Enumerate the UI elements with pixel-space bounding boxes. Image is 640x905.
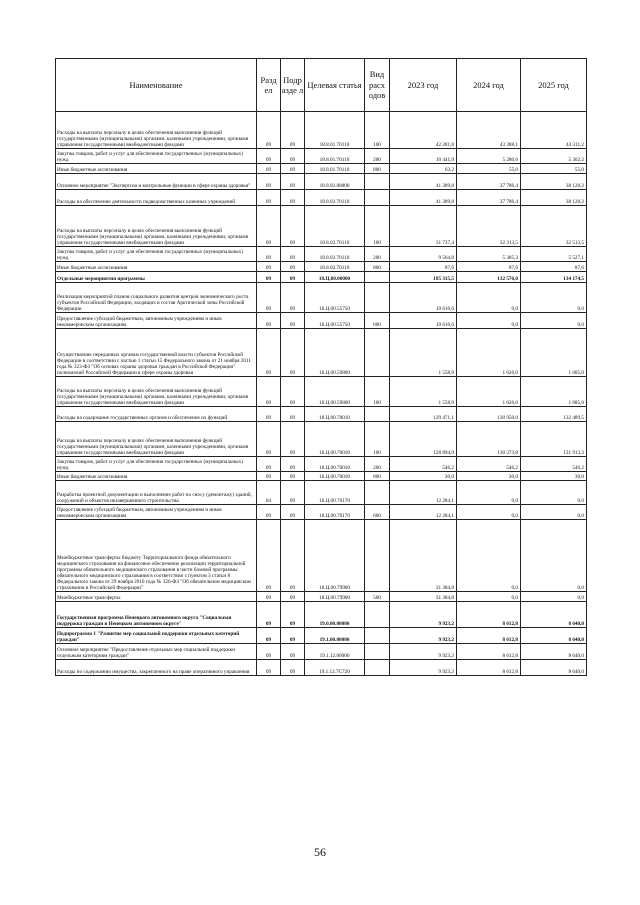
row-value-2023: 12 284,1: [390, 505, 457, 520]
row-name: Иные бюджетные ассигнования: [56, 472, 257, 481]
row-value-2025: 38 128,2: [521, 190, 587, 206]
row-expense-type: 600: [365, 313, 390, 329]
row-value-2023: 9 564,8: [390, 247, 457, 262]
row-article: 18.Ц.00.59800: [305, 377, 365, 407]
row-name: Расходы на выплаты персоналу в целях обеспечения выполнения функций государственными (муниципальными) органами, казенными учреждениями, органами управления государственными внебюджетными фондами: [56, 206, 257, 247]
row-razdel: 09: [257, 377, 281, 407]
row-name: Разработка проектной документации и выполнение работ по сносу (демонтажу) зданий, сооружений и объектов незавершенного строительства: [56, 481, 257, 505]
row-value-2025: 8 640,0: [521, 602, 587, 628]
row-name: Закупка товаров, работ и услуг для обеспечения государственных (муниципальных) нужд: [56, 247, 257, 262]
page-number: 56: [314, 845, 326, 859]
row-article: 18.8.01.70110: [305, 164, 365, 174]
row-value-2025: 5 527,1: [521, 247, 587, 262]
row-value-2024: 1 626,0: [457, 329, 521, 377]
row-expense-type: 500: [365, 592, 390, 602]
row-podrazdel: 09: [281, 377, 305, 407]
table-row: [56, 592, 587, 602]
table-row: [56, 457, 587, 472]
row-value-2023: 10 616,6: [390, 283, 457, 313]
row-value-2023: 42 281,8: [390, 112, 457, 149]
row-razdel: 09: [257, 505, 281, 520]
row-article: 18.Ц.00.70010: [305, 407, 365, 422]
row-podrazdel: 09: [281, 520, 305, 592]
row-name: Отдельные мероприятия программы: [56, 272, 257, 283]
table-header-row: [56, 59, 587, 112]
row-value-2024: 8 612,8: [457, 660, 521, 676]
row-value-2024: 5 280,6: [457, 149, 521, 164]
table-row: [56, 505, 587, 520]
row-podrazdel: 09: [281, 628, 305, 644]
row-podrazdel: 09: [281, 481, 305, 505]
row-razdel: 09: [257, 472, 281, 481]
row-value-2025: 546,2: [521, 457, 587, 472]
row-expense-type: [365, 520, 390, 592]
row-expense-type: 100: [365, 422, 390, 457]
row-podrazdel: 09: [281, 174, 305, 190]
table-row: [56, 520, 587, 592]
row-value-2024: 37 786,4: [457, 190, 521, 206]
row-article: 18.8.02.70110: [305, 262, 365, 272]
budget-table: [55, 58, 587, 676]
row-value-2025: 1 685,0: [521, 329, 587, 377]
row-razdel: 09: [257, 272, 281, 283]
row-name: Расходы на обеспечение деятельности подведомственных казенных учреждений: [56, 190, 257, 206]
table-row: [56, 644, 587, 660]
row-value-2024: 8 612,8: [457, 644, 521, 660]
row-value-2025: 30,0: [521, 472, 587, 481]
row-name: Иные бюджетные ассигнования: [56, 164, 257, 174]
table-row: [56, 660, 587, 676]
row-razdel: 09: [257, 262, 281, 272]
row-value-2025: 8 640,0: [521, 628, 587, 644]
row-value-2025: 8 640,0: [521, 660, 587, 676]
header-podrazdel: Подр азде л: [281, 59, 305, 112]
header-2024: 2024 год: [457, 59, 521, 112]
table-row: [56, 190, 587, 206]
row-razdel: 09: [257, 112, 281, 149]
row-value-2025: 5 362,2: [521, 149, 587, 164]
row-value-2023: 10 441,9: [390, 149, 457, 164]
row-value-2024: 1 626,0: [457, 377, 521, 407]
row-value-2025: 131 913,3: [521, 422, 587, 457]
row-podrazdel: 09: [281, 112, 305, 149]
row-value-2023: 9 923,2: [390, 644, 457, 660]
row-razdel: 09: [257, 457, 281, 472]
row-expense-type: 100: [365, 112, 390, 149]
table-row: [56, 206, 587, 247]
row-expense-type: 600: [365, 505, 390, 520]
row-expense-type: [365, 481, 390, 505]
row-razdel: 09: [257, 190, 281, 206]
row-value-2024: 8 612,8: [457, 628, 521, 644]
row-value-2024: 0,0: [457, 520, 521, 592]
table-row: [56, 112, 587, 149]
row-value-2024: 546,2: [457, 457, 521, 472]
table-row: [56, 407, 587, 422]
row-article: 18.Ц.00.59800: [305, 329, 365, 377]
row-value-2025: 0,0: [521, 592, 587, 602]
row-name: Закупка товаров, работ и услуг для обеспечения государственных (муниципальных) нужд: [56, 149, 257, 164]
row-podrazdel: 09: [281, 313, 305, 329]
row-podrazdel: 09: [281, 272, 305, 283]
row-article: 18.8.02.70110: [305, 247, 365, 262]
row-value-2023: 31 737,4: [390, 206, 457, 247]
row-value-2023: 31 384,8: [390, 592, 457, 602]
row-value-2025: 132 489,5: [521, 407, 587, 422]
table-row: [56, 628, 587, 644]
row-name: Расходы по содержанию имущества, закрепленного на праве оперативного управления: [56, 660, 257, 676]
row-podrazdel: 09: [281, 422, 305, 457]
header-article: Целевая статья: [305, 59, 365, 112]
row-value-2023: 30,0: [390, 472, 457, 481]
table-row: [56, 472, 587, 481]
row-expense-type: 800: [365, 472, 390, 481]
row-expense-type: [365, 660, 390, 676]
table-row: [56, 149, 587, 164]
row-value-2025: 0,0: [521, 481, 587, 505]
row-value-2023: 185 315,5: [390, 272, 457, 283]
row-value-2025: 38 128,2: [521, 174, 587, 190]
row-expense-type: 800: [365, 262, 390, 272]
row-value-2023: 1 558,9: [390, 329, 457, 377]
row-article: 18.8.02.70110: [305, 206, 365, 247]
row-article: 18.Ц.00.55750: [305, 283, 365, 313]
row-podrazdel: 09: [281, 602, 305, 628]
row-name: Межбюджетные трансферты бюджету Территориального фонда обязательного медицинского страхования на финансовое обеспечение реализации территориальной программы обязательного медицинского страхования в части базовой программы обязательного медицинского страхования в соответствии с пунктом 3 статьи 8 Федерального закона от 29 ноября 2010 года № 326-ФЗ "Об обязательном медицинском страховании в Российской Федерации": [56, 520, 257, 592]
row-podrazdel: 09: [281, 592, 305, 602]
row-expense-type: 100: [365, 377, 390, 407]
row-name: Предоставление субсидий бюджетным, автономным учреждениям и иным некоммерческим организациям: [56, 313, 257, 329]
row-value-2023: 129 471,1: [390, 407, 457, 422]
row-value-2023: 87,6: [390, 262, 457, 272]
row-razdel: 09: [257, 329, 281, 377]
row-value-2025: 87,6: [521, 262, 587, 272]
row-expense-type: [365, 283, 390, 313]
row-razdel: 09: [257, 149, 281, 164]
row-value-2025: 0,0: [521, 505, 587, 520]
row-value-2025: 8 640,0: [521, 644, 587, 660]
table-row: [56, 481, 587, 505]
row-razdel: 09: [257, 660, 281, 676]
row-article: 19.1.12.7С720: [305, 660, 365, 676]
row-article: 18.8.02.70110: [305, 190, 365, 206]
row-value-2023: 546,2: [390, 457, 457, 472]
row-value-2024: 87,6: [457, 262, 521, 272]
row-value-2024: 132 576,0: [457, 272, 521, 283]
row-podrazdel: 09: [281, 457, 305, 472]
row-podrazdel: 09: [281, 505, 305, 520]
row-value-2023: 10 616,6: [390, 313, 457, 329]
row-value-2023: 31 384,8: [390, 520, 457, 592]
row-name: Подпрограмма 1 "Развитие мер социальной поддержки отдельных категорий граждан": [56, 628, 257, 644]
row-value-2023: 41 389,8: [390, 174, 457, 190]
row-name: Расходы на выплаты персоналу в целях обеспечения выполнения функций государственными (муниципальными) органами, казенными учреждениями, органами управления государственными внебюджетными фондами: [56, 112, 257, 149]
row-value-2024: 43 388,1: [457, 112, 521, 149]
row-article: 18.Ц.00.55750: [305, 313, 365, 329]
row-name: Основное мероприятие "Экспертиза и контрольные функции в сфере охраны здоровья": [56, 174, 257, 190]
row-value-2024: 130 950,0: [457, 407, 521, 422]
row-article: 18.8.02.00000: [305, 174, 365, 190]
row-article: 19.1.00.00000: [305, 628, 365, 644]
row-value-2024: 0,0: [457, 592, 521, 602]
row-article: 18.Ц.00.70010: [305, 422, 365, 457]
row-value-2023: 12 284,1: [390, 481, 457, 505]
row-name: Предоставление субсидий бюджетным, автономным учреждениям и иным некоммерческим организациям: [56, 505, 257, 520]
table-row: [56, 262, 587, 272]
row-razdel: 09: [257, 247, 281, 262]
row-value-2024: 8 612,8: [457, 602, 521, 628]
row-razdel: 09: [257, 628, 281, 644]
row-expense-type: [365, 644, 390, 660]
row-podrazdel: 09: [281, 660, 305, 676]
row-razdel: 09: [257, 592, 281, 602]
row-value-2023: 9 923,2: [390, 628, 457, 644]
row-value-2023: 1 558,9: [390, 377, 457, 407]
row-value-2025: 0,0: [521, 283, 587, 313]
table-row: [56, 174, 587, 190]
row-name: Закупка товаров, работ и услуг для обеспечения государственных (муниципальных) нужд: [56, 457, 257, 472]
row-name: Расходы на выплаты персоналу в целях обеспечения выполнения функций государственными (муниципальными) органами, казенными учреждениями, органами управления государственными внебюджетными фондами: [56, 422, 257, 457]
row-value-2024: 37 786,4: [457, 174, 521, 190]
header-name: Наименование: [56, 59, 257, 112]
row-value-2025: 134 174,5: [521, 272, 587, 283]
row-name: Иные бюджетные ассигнования: [56, 262, 257, 272]
row-razdel: 09: [257, 422, 281, 457]
row-name: Реализация мероприятий планов социального развития центров экономического роста субъектов Российской Федерации, входящих в состав Арктической зоны Российской Федерации: [56, 283, 257, 313]
row-razdel: 09: [257, 164, 281, 174]
row-article: 19.0.00.00000: [305, 602, 365, 628]
row-article: 18.Ц.00.70010: [305, 457, 365, 472]
table-row: [56, 272, 587, 283]
row-razdel: 09: [257, 313, 281, 329]
row-value-2024: 0,0: [457, 313, 521, 329]
row-value-2025: 0,0: [521, 520, 587, 592]
row-podrazdel: 09: [281, 472, 305, 481]
row-razdel: 09: [257, 602, 281, 628]
row-razdel: 09: [257, 407, 281, 422]
row-razdel: 09: [257, 174, 281, 190]
row-value-2023: 9 923,2: [390, 660, 457, 676]
row-razdel: 04: [257, 481, 281, 505]
row-value-2025: 55,0: [521, 164, 587, 174]
row-article: 18.Ц.00.70170: [305, 505, 365, 520]
row-razdel: 09: [257, 206, 281, 247]
header-razdel: Разд ел: [257, 59, 281, 112]
row-expense-type: 200: [365, 457, 390, 472]
row-value-2025: 0,0: [521, 313, 587, 329]
row-name: Государственная программа Ненецкого автономного округа "Социальная поддержка граждан в Ненецком автономном округе": [56, 602, 257, 628]
row-value-2024: 0,0: [457, 481, 521, 505]
table-row: [56, 164, 587, 174]
row-podrazdel: 09: [281, 149, 305, 164]
row-value-2025: 32 513,5: [521, 206, 587, 247]
row-expense-type: 200: [365, 247, 390, 262]
row-podrazdel: 09: [281, 644, 305, 660]
table-row: [56, 422, 587, 457]
row-name: Расходы на выплаты персоналу в целях обеспечения выполнения функций государственными (муниципальными) органами, казенными учреждениями, органами управления государственными внебюджетными фондами: [56, 377, 257, 407]
row-article: 18.Ц.00.70170: [305, 481, 365, 505]
row-razdel: 09: [257, 283, 281, 313]
row-value-2024: 0,0: [457, 283, 521, 313]
row-podrazdel: 09: [281, 262, 305, 272]
row-expense-type: [365, 628, 390, 644]
row-article: 18.Ц.00.00000: [305, 272, 365, 283]
row-expense-type: 100: [365, 206, 390, 247]
row-razdel: 09: [257, 520, 281, 592]
row-podrazdel: 09: [281, 247, 305, 262]
row-article: 18.Ц.00.70010: [305, 472, 365, 481]
row-value-2023: 63,2: [390, 164, 457, 174]
row-expense-type: 800: [365, 164, 390, 174]
row-value-2024: 32 313,5: [457, 206, 521, 247]
row-podrazdel: 09: [281, 283, 305, 313]
row-podrazdel: 09: [281, 206, 305, 247]
row-podrazdel: 09: [281, 407, 305, 422]
row-name: Осуществление переданных органам государственной власти субъектов Российской Федерации в соответствии с частью 1 статьи 15 Федерального закона от 21 ноября 2011 года № 323-ФЗ "Об основах охраны здоровья граждан в Российской Федерации" полномочий Российской Федерации в сфере охраны здоровья: [56, 329, 257, 377]
row-value-2024: 5 385,3: [457, 247, 521, 262]
header-expense-type: Вид расх одов: [365, 59, 390, 112]
table-row: [56, 313, 587, 329]
row-expense-type: [365, 329, 390, 377]
header-2023: 2023 год: [390, 59, 457, 112]
row-value-2023: 128 894,9: [390, 422, 457, 457]
table-row: [56, 329, 587, 377]
row-podrazdel: 09: [281, 329, 305, 377]
row-razdel: 09: [257, 644, 281, 660]
row-value-2024: 130 373,8: [457, 422, 521, 457]
table-row: [56, 247, 587, 262]
row-value-2023: 41 389,8: [390, 190, 457, 206]
row-article: 18.Ц.00.79900: [305, 592, 365, 602]
row-expense-type: [365, 190, 390, 206]
row-expense-type: 200: [365, 149, 390, 164]
table-row: [56, 283, 587, 313]
row-article: 19.1.12.00000: [305, 644, 365, 660]
row-value-2023: 9 923,2: [390, 602, 457, 628]
row-name: Расходы на содержание государственных органов и обеспечение их функций: [56, 407, 257, 422]
row-value-2024: 30,0: [457, 472, 521, 481]
row-value-2024: 0,0: [457, 505, 521, 520]
row-expense-type: [365, 174, 390, 190]
row-value-2025: 1 685,0: [521, 377, 587, 407]
table-row: [56, 602, 587, 628]
row-expense-type: [365, 407, 390, 422]
row-podrazdel: 09: [281, 164, 305, 174]
row-value-2024: 55,0: [457, 164, 521, 174]
row-podrazdel: 09: [281, 190, 305, 206]
row-value-2025: 43 311,2: [521, 112, 587, 149]
row-article: 18.Ц.00.79900: [305, 520, 365, 592]
header-2025: 2025 год: [521, 59, 587, 112]
row-article: 18.8.01.70110: [305, 149, 365, 164]
row-name: Основное мероприятие "Предоставление отдельных мер социальной поддержки отдельным категориям граждан": [56, 644, 257, 660]
row-expense-type: [365, 272, 390, 283]
row-name: Межбюджетные трансферты: [56, 592, 257, 602]
row-article: 18.8.01.70110: [305, 112, 365, 149]
table-row: [56, 377, 587, 407]
row-expense-type: [365, 602, 390, 628]
